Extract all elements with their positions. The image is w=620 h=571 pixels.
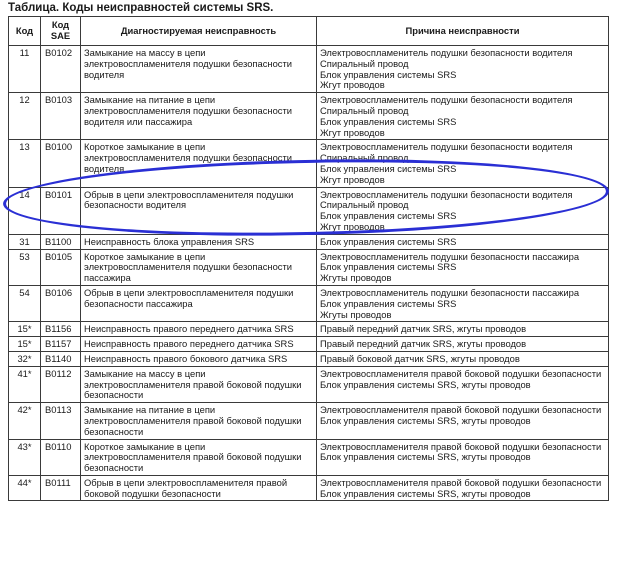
cause-item: Спиральный провод	[320, 199, 409, 211]
cause-item: Электровоспламенителя правой боковой подушки безопасности	[320, 476, 602, 488]
diagnosed-fault: Замыкание на питание в цепи электровоспламенителя подушки безопасности водителя или пассажира	[81, 93, 317, 140]
cause-item: Жгуты проводов	[320, 272, 392, 284]
fault-causes	[317, 285, 609, 321]
header-sae: Код SAE	[41, 17, 81, 46]
header-code: Код	[9, 17, 41, 46]
sae-code: B0100	[41, 140, 81, 187]
diagnosed-fault: Неисправность блока управления SRS	[81, 234, 317, 249]
header-cause: Причина неисправности	[317, 17, 609, 46]
fault-code: 53	[9, 249, 41, 285]
diagnosed-fault: Неисправность правого переднего датчика SRS	[81, 337, 317, 352]
diagnosed-fault: Обрыв в цепи электровоспламенителя подушки безопасности пассажира	[81, 285, 317, 321]
fault-code: 14	[9, 187, 41, 234]
diagnosed-fault: Замыкание на массу в цепи электровоспламенителя подушки безопасности водителя	[81, 46, 317, 93]
fault-code: 11	[9, 46, 41, 93]
fault-causes	[317, 337, 609, 352]
diagnosed-fault: Короткое замыкание в цепи электровоспламенителя подушки безопасности водителя	[81, 140, 317, 187]
fault-code: 15*	[9, 322, 41, 337]
table-row	[9, 439, 609, 475]
sae-code: B1140	[41, 351, 81, 366]
fault-causes	[317, 351, 609, 366]
fault-code: 12	[9, 93, 41, 140]
table-row	[9, 322, 609, 337]
table-row	[9, 337, 609, 352]
fault-code: 31	[9, 234, 41, 249]
sae-code: B0105	[41, 249, 81, 285]
fault-causes	[317, 234, 609, 249]
cause-item: Правый передний датчик SRS, жгуты проводов	[320, 338, 527, 350]
table-row	[9, 187, 609, 234]
fault-causes	[317, 140, 609, 187]
cause-item: Жгут проводов	[320, 220, 385, 232]
diagnosed-fault: Неисправность правого бокового датчика SRS	[81, 351, 317, 366]
srs-fault-code-table	[8, 16, 609, 501]
cause-item: Электровоспламенителя правой боковой подушки безопасности	[320, 404, 602, 416]
cause-item: Блок управления системы SRS	[320, 261, 457, 273]
fault-causes	[317, 187, 609, 234]
table-row	[9, 475, 609, 501]
sae-code: B0110	[41, 439, 81, 475]
cause-item: Электровоспламенитель подушки безопасности водителя	[320, 94, 573, 106]
sae-code: B1100	[41, 234, 81, 249]
diagnosed-fault: Замыкание на питание в цепи электровоспламенителя правой боковой подушки безопасности	[81, 403, 317, 439]
header-fault: Диагностируемая неисправность	[81, 17, 317, 46]
table-body	[9, 46, 609, 501]
cause-item: Правый боковой датчик SRS, жгуты проводов	[320, 352, 520, 364]
cause-item: Электровоспламенитель подушки безопасности пассажира	[320, 286, 580, 298]
sae-code: B0101	[41, 187, 81, 234]
cause-item: Жгут проводов	[320, 173, 385, 185]
sae-code: B0113	[41, 403, 81, 439]
diagnosed-fault: Короткое замыкание в цепи электровоспламенителя правой боковой подушки безопасности	[81, 439, 317, 475]
cause-item: Правый передний датчик SRS, жгуты проводов	[320, 323, 527, 335]
sae-code: B0103	[41, 93, 81, 140]
diagnosed-fault: Замыкание на массу в цепи электровоспламенителя правой боковой подушки безопасности	[81, 366, 317, 402]
fault-causes	[317, 249, 609, 285]
cause-item: Жгут проводов	[320, 126, 385, 138]
table-header	[9, 17, 609, 46]
sae-code: B1156	[41, 322, 81, 337]
cause-item: Блок управления системы SRS, жгуты проводов	[320, 487, 531, 499]
fault-causes	[317, 46, 609, 93]
table-row	[9, 366, 609, 402]
fault-code: 13	[9, 140, 41, 187]
fault-code: 43*	[9, 439, 41, 475]
table-row	[9, 351, 609, 366]
cause-item: Блок управления системы SRS	[320, 162, 457, 174]
table-row	[9, 285, 609, 321]
cause-item: Электровоспламенитель подушки безопасности водителя	[320, 47, 573, 58]
cause-item: Блок управления системы SRS	[320, 235, 457, 247]
table-row	[9, 46, 609, 93]
sae-code: B0106	[41, 285, 81, 321]
fault-causes	[317, 93, 609, 140]
fault-causes	[317, 403, 609, 439]
fault-causes	[317, 366, 609, 402]
fault-code: 44*	[9, 475, 41, 501]
sae-code: B0111	[41, 475, 81, 501]
diagnosed-fault: Короткое замыкание в цепи электровоспламенителя подушки безопасности пассажира	[81, 249, 317, 285]
sae-code: B1157	[41, 337, 81, 352]
cause-item: Блок управления системы SRS, жгуты проводов	[320, 378, 531, 390]
fault-causes	[317, 475, 609, 501]
sae-code: B0102	[41, 46, 81, 93]
cause-item: Спиральный провод	[320, 152, 409, 164]
cause-item: Блок управления системы SRS	[320, 297, 457, 309]
cause-item: Жгуты проводов	[320, 308, 392, 320]
cause-item: Блок управления системы SRS	[320, 210, 457, 222]
diagnosed-fault: Обрыв в цепи электровоспламенителя правой боковой подушки безопасности	[81, 475, 317, 501]
cause-item: Электровоспламенитель подушки безопасности пассажира	[320, 250, 580, 262]
fault-causes	[317, 322, 609, 337]
table-row	[9, 140, 609, 187]
cause-item: Блок управления системы SRS, жгуты проводов	[320, 451, 531, 463]
cause-item: Электровоспламенителя правой боковой подушки безопасности	[320, 367, 602, 379]
table-row	[9, 234, 609, 249]
table-row	[9, 93, 609, 140]
cause-item: Спиральный провод	[320, 57, 409, 69]
cause-item: Блок управления системы SRS	[320, 115, 457, 127]
fault-code: 32*	[9, 351, 41, 366]
fault-code: 42*	[9, 403, 41, 439]
cause-item: Электровоспламенитель подушки безопасности водителя	[320, 141, 573, 153]
cause-item: Электровоспламенитель подушки безопасности водителя	[320, 188, 573, 200]
fault-code: 54	[9, 285, 41, 321]
cause-item: Электровоспламенителя правой боковой подушки безопасности	[320, 440, 602, 452]
fault-code: 41*	[9, 366, 41, 402]
cause-item: Блок управления системы SRS, жгуты проводов	[320, 414, 531, 426]
fault-causes	[317, 439, 609, 475]
table-row	[9, 403, 609, 439]
sae-code: B0112	[41, 366, 81, 402]
fault-code: 15*	[9, 337, 41, 352]
cause-item: Спиральный провод	[320, 104, 409, 116]
table-row	[9, 249, 609, 285]
cause-item: Жгут проводов	[320, 79, 385, 91]
table-caption: Таблица. Коды неисправностей системы SRS.	[8, 2, 274, 14]
diagnosed-fault: Обрыв в цепи электровоспламенителя подушки безопасности водителя	[81, 187, 317, 234]
diagnosed-fault: Неисправность правого переднего датчика SRS	[81, 322, 317, 337]
cause-item: Блок управления системы SRS	[320, 68, 457, 80]
